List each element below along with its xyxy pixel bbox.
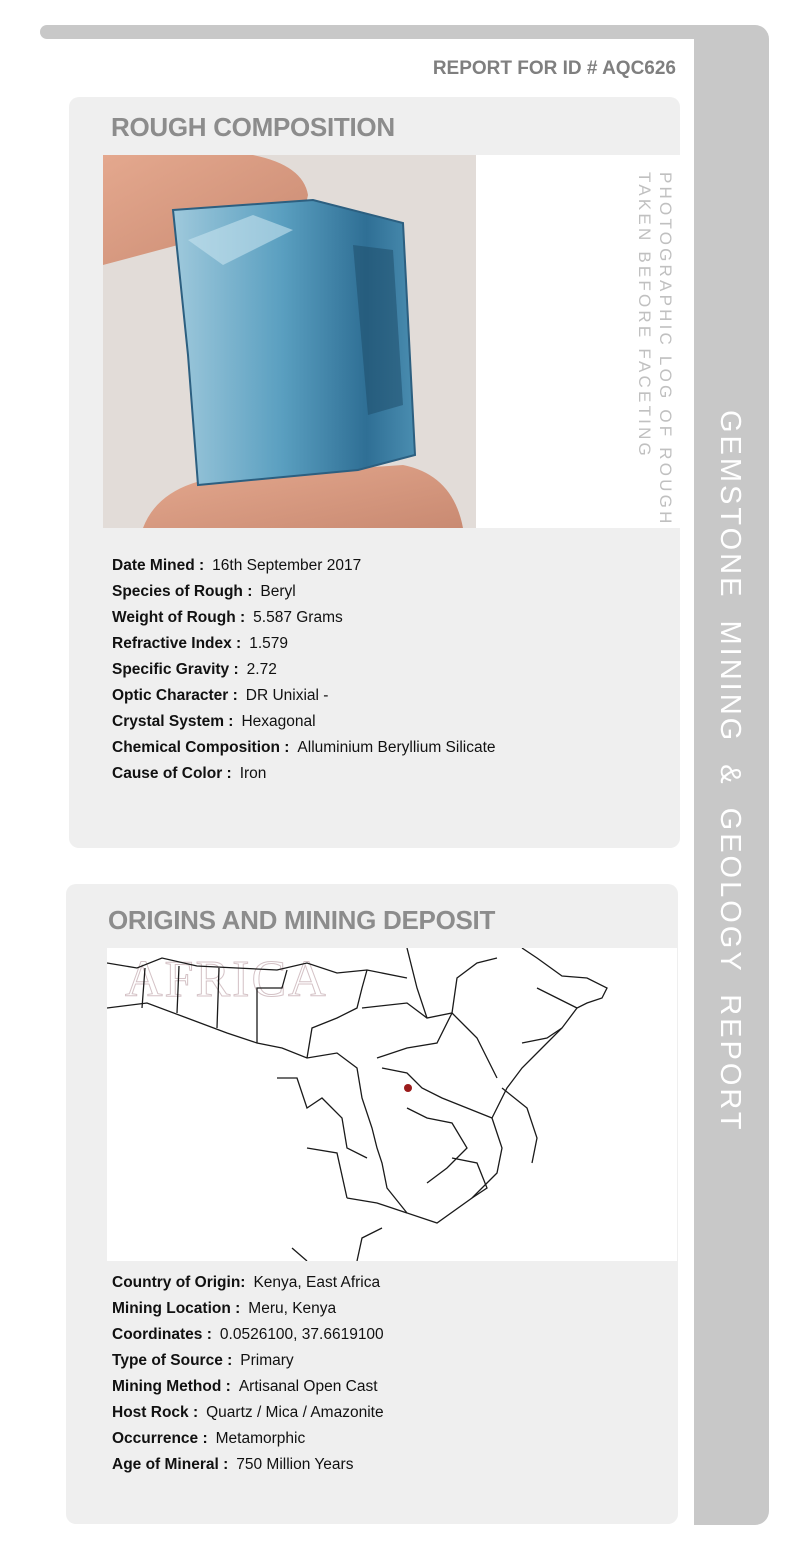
- detail-row: [112, 709, 496, 735]
- map-svg: [107, 948, 677, 1261]
- detail-row: [112, 761, 496, 787]
- photo-caption-line2: TAKEN BEFORE FACETING: [635, 172, 654, 459]
- detail-key: Host Rock :: [112, 1404, 199, 1421]
- rough-stone-image: [103, 155, 476, 528]
- detail-value: Metamorphic: [215, 1430, 306, 1447]
- rough-details-list: [112, 553, 496, 787]
- detail-value: Primary: [240, 1352, 294, 1369]
- detail-value: Artisanal Open Cast: [238, 1378, 378, 1395]
- detail-row: [112, 579, 496, 605]
- detail-key: Occurrence :: [112, 1430, 208, 1447]
- detail-row: [112, 1426, 384, 1452]
- detail-row: [112, 1322, 384, 1348]
- detail-key: Species of Rough :: [112, 583, 253, 600]
- detail-key: Coordinates :: [112, 1326, 212, 1343]
- detail-key: Mining Method :: [112, 1378, 231, 1395]
- detail-key: Refractive Index :: [112, 635, 242, 652]
- detail-key: Cause of Color :: [112, 765, 232, 782]
- detail-key: Age of Mineral :: [112, 1456, 229, 1473]
- detail-key: Date Mined :: [112, 557, 205, 574]
- detail-value: Beryl: [260, 583, 296, 600]
- detail-value: DR Unixial -: [245, 687, 329, 704]
- detail-row: [112, 1452, 384, 1478]
- detail-key: Optic Character :: [112, 687, 238, 704]
- detail-row: [112, 657, 496, 683]
- detail-value: 1.579: [249, 635, 289, 652]
- mining-location-marker: [404, 1084, 412, 1092]
- photo-caption: [628, 172, 688, 527]
- detail-key: Type of Source :: [112, 1352, 233, 1369]
- detail-value: 750 Million Years: [236, 1456, 354, 1473]
- detail-key: Country of Origin:: [112, 1274, 246, 1291]
- detail-value: Meru, Kenya: [248, 1300, 337, 1317]
- detail-row: [112, 1374, 384, 1400]
- detail-value: 16th September 2017: [212, 557, 362, 574]
- report-id: REPORT FOR ID # AQC626: [432, 58, 676, 79]
- origins-details-list: [112, 1270, 384, 1478]
- detail-row: [112, 631, 496, 657]
- detail-row: [112, 1296, 384, 1322]
- rough-composition-title: ROUGH COMPOSITION: [111, 112, 395, 142]
- detail-value: 0.0526100, 37.6619100: [219, 1326, 384, 1343]
- detail-key: Specific Gravity :: [112, 661, 239, 678]
- detail-value: 5.587 Grams: [253, 609, 343, 626]
- detail-key: Crystal System :: [112, 713, 234, 730]
- header-bar: [40, 25, 740, 39]
- detail-row: [112, 735, 496, 761]
- detail-row: [112, 605, 496, 631]
- photo-caption-line1: PHOTOGRAPHIC LOG OF ROUGH: [656, 172, 675, 527]
- detail-value: Hexagonal: [241, 713, 316, 730]
- detail-row: [112, 1270, 384, 1296]
- africa-map: [107, 948, 677, 1261]
- detail-key: Mining Location :: [112, 1300, 241, 1317]
- detail-row: [112, 1348, 384, 1374]
- detail-key: Chemical Composition :: [112, 739, 290, 756]
- detail-row: [112, 1400, 384, 1426]
- detail-value: Alluminium Beryllium Silicate: [297, 739, 496, 756]
- detail-row: [112, 683, 496, 709]
- detail-key: Weight of Rough :: [112, 609, 246, 626]
- side-title-text: GEMSTONE MINING & GEOLOGY REPORT: [714, 410, 746, 1133]
- detail-value: 2.72: [246, 661, 277, 678]
- map-label: AFRICA: [125, 951, 328, 1008]
- rough-stone-photo: [103, 155, 476, 528]
- detail-row: [112, 553, 496, 579]
- origins-title: ORIGINS AND MINING DEPOSIT: [108, 905, 496, 935]
- detail-value: Quartz / Mica / Amazonite: [206, 1404, 384, 1421]
- detail-value: Kenya, East Africa: [253, 1274, 381, 1291]
- detail-value: Iron: [239, 765, 267, 782]
